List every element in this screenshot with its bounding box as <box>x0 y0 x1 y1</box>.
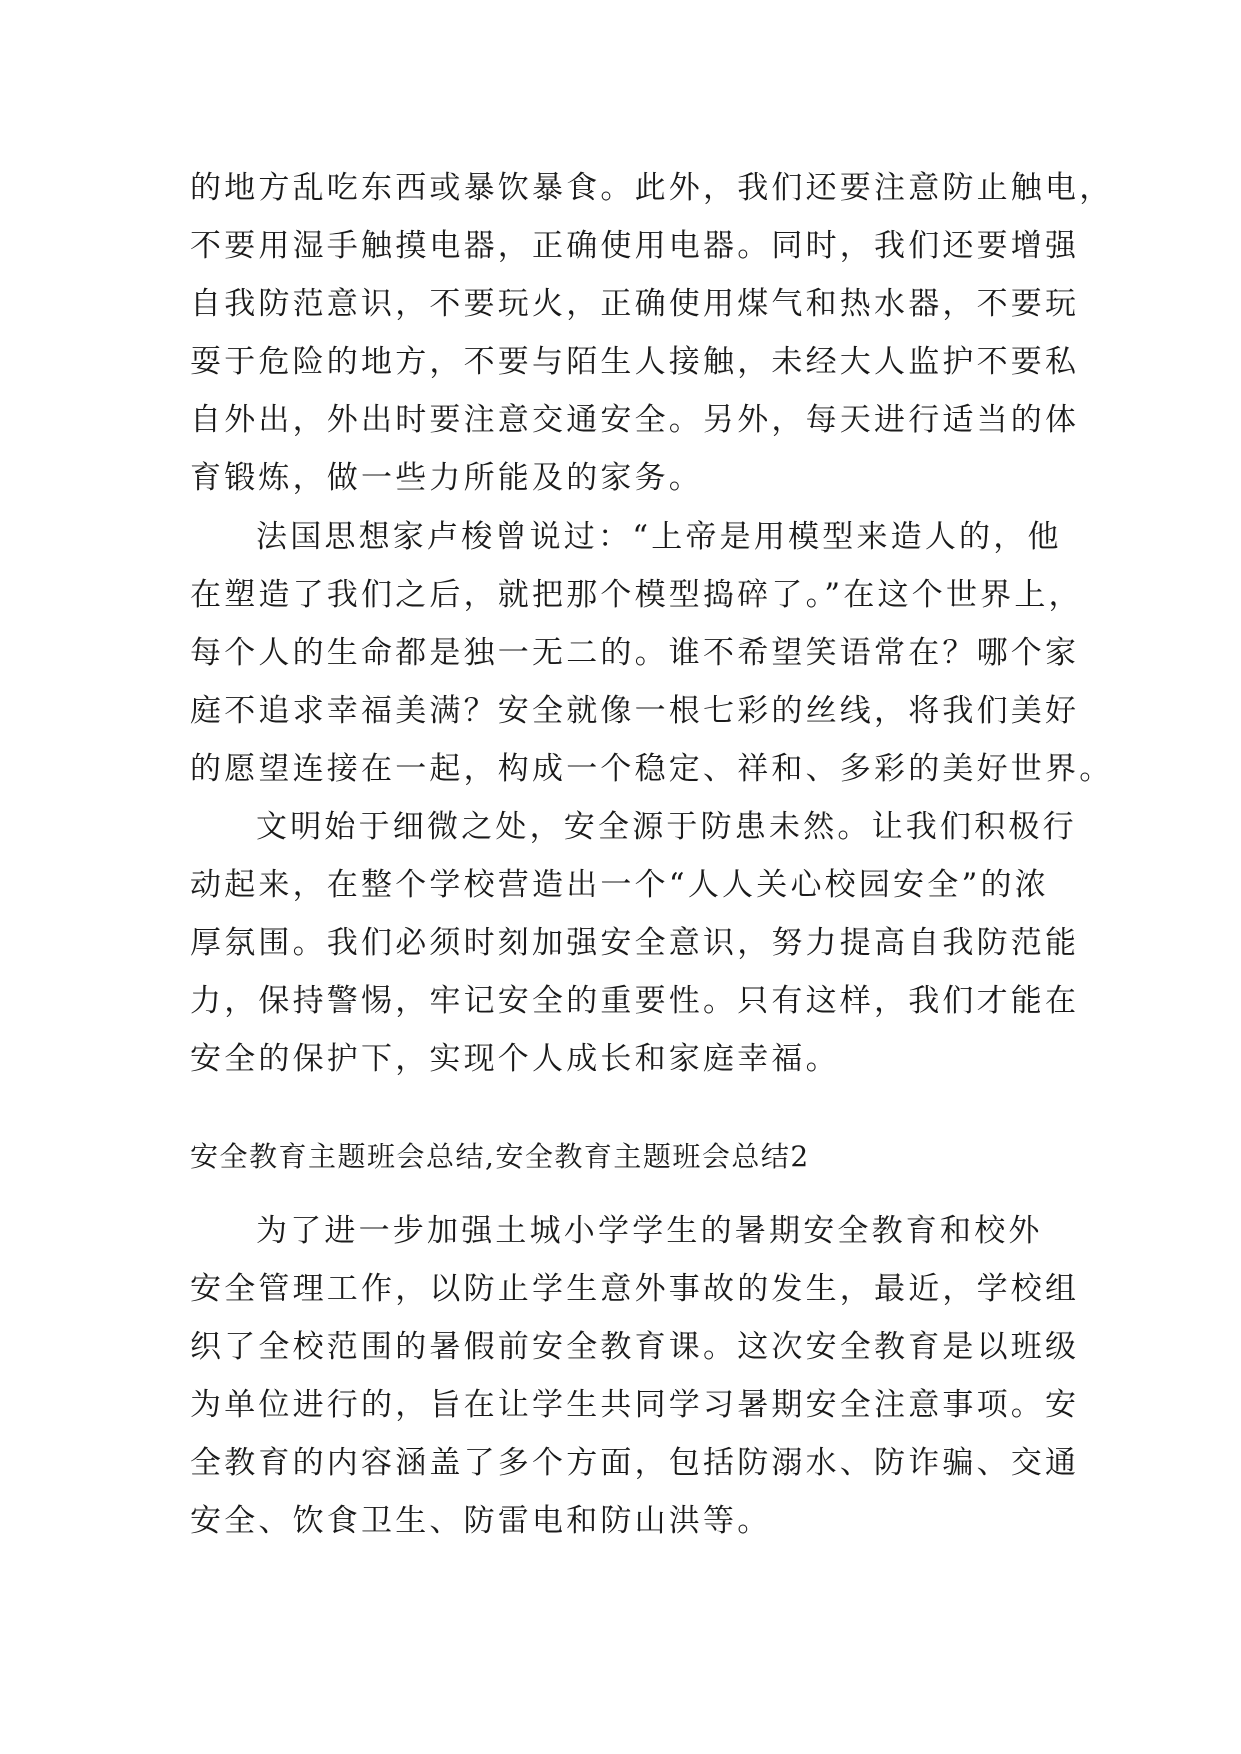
text-line: 安全、饮食卫生、防雷电和防山洪等。 <box>190 1503 772 1539</box>
text-line: 在塑造了我们之后，就把那个模型捣碎了。”在这个世界上， <box>190 577 1083 613</box>
text-line: 法国思想家卢梭曾说过：“上帝是用模型来造人的，他 <box>256 519 1062 555</box>
text-line: 耍于危险的地方，不要与陌生人接触，未经大人监护不要私 <box>190 344 1080 380</box>
paragraph-safety-tips <box>190 159 1114 507</box>
text-line: 安全的保护下，实现个人成长和家庭幸福。 <box>190 1041 840 1077</box>
text-line: 动起来，在整个学校营造出一个“人人关心校园安全”的浓 <box>190 867 1049 903</box>
text-line: 的地方乱吃东西或暴饮暴食。此外，我们还要注意防止触电， <box>190 170 1114 206</box>
paragraph-rousseau-quote <box>190 508 1114 798</box>
text-line: 力，保持警惕，牢记安全的重要性。只有这样，我们才能在 <box>190 983 1080 1019</box>
text-line: 不要用湿手触摸电器，正确使用电器。同时，我们还要增强 <box>190 228 1080 264</box>
text-line: 庭不追求幸福美满？安全就像一根七彩的丝线，将我们美好 <box>190 693 1080 729</box>
text-line: 的愿望连接在一起，构成一个稳定、祥和、多彩的美好世界。 <box>190 751 1114 787</box>
text-line: 每个人的生命都是独一无二的。谁不希望笑语常在？哪个家 <box>190 635 1080 671</box>
paragraph-summer-safety <box>190 1202 1080 1550</box>
text-line: 为了进一步加强土城小学学生的暑期安全教育和校外 <box>256 1213 1043 1249</box>
text-line: 文明始于细微之处，安全源于防患未然。让我们积极行 <box>256 809 1077 845</box>
section-heading: 安全教育主题班会总结,安全教育主题班会总结2 <box>190 1140 810 1173</box>
text-line: 织了全校范围的暑假前安全教育课。这次安全教育是以班级 <box>190 1329 1080 1365</box>
text-line: 厚氛围。我们必须时刻加强安全意识，努力提高自我防范能 <box>190 925 1080 961</box>
text-line: 安全管理工作，以防止学生意外事故的发生，最近，学校组 <box>190 1271 1080 1307</box>
text-line: 育锻炼，做一些力所能及的家务。 <box>190 460 703 496</box>
text-line: 自外出，外出时要注意交通安全。另外，每天进行适当的体 <box>190 402 1080 438</box>
paragraph-civilization <box>190 798 1080 1088</box>
text-line: 为单位进行的，旨在让学生共同学习暑期安全注意事项。安 <box>190 1387 1080 1423</box>
text-line: 自我防范意识，不要玩火，正确使用煤气和热水器，不要玩 <box>190 286 1080 322</box>
text-line: 全教育的内容涵盖了多个方面，包括防溺水、防诈骗、交通 <box>190 1445 1080 1481</box>
